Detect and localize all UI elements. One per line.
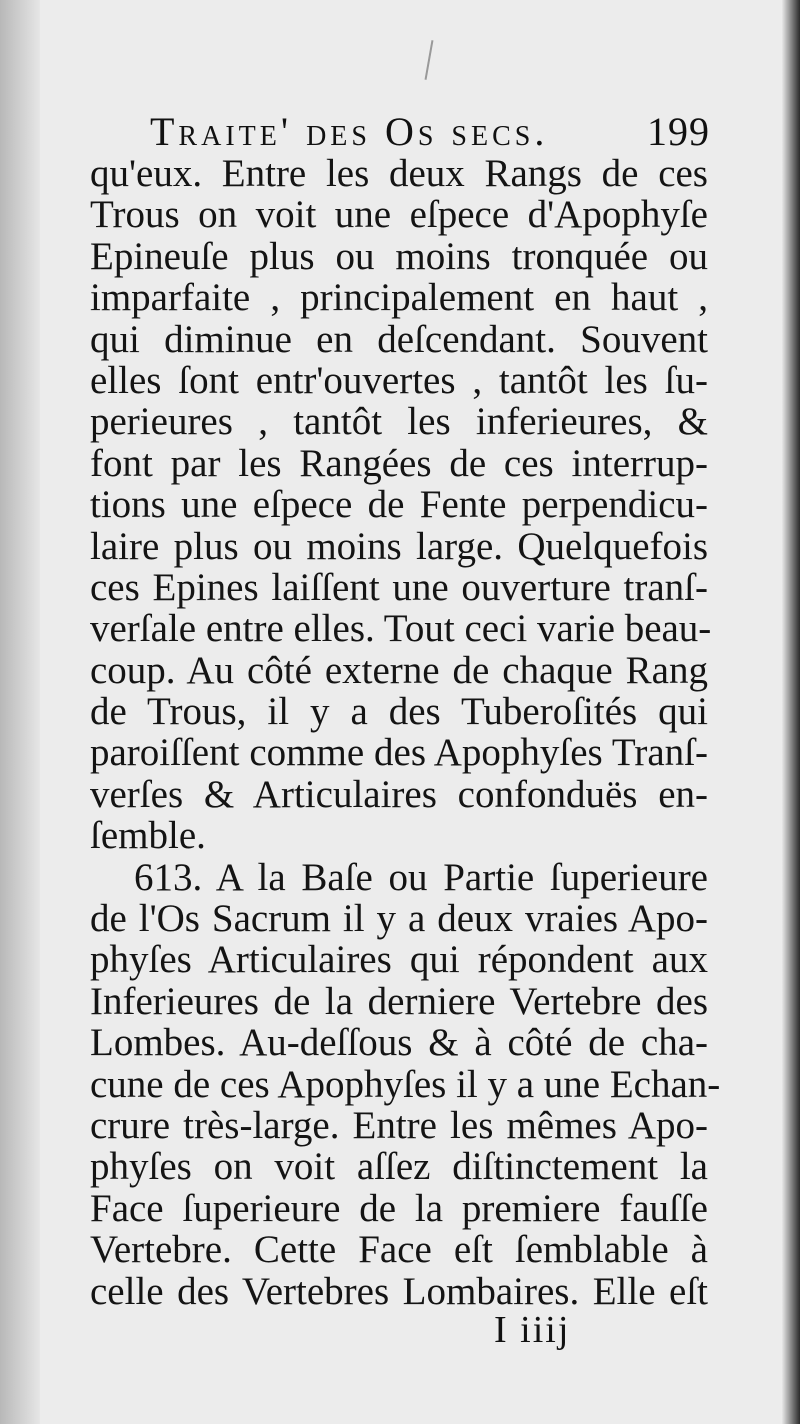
text-line: tions une eſpece de Fente perpendicu-	[90, 483, 708, 527]
text-line: verſes & Articulaires confonduës en-	[90, 772, 708, 816]
page-number: 199	[647, 109, 710, 154]
running-title: Traite' des Os secs.	[150, 109, 549, 154]
text-line: phyſes on voit aſſez diſtinctement la	[90, 1145, 708, 1189]
text-line: cune de ces Apophyſes il y a une Echan-	[90, 1062, 721, 1106]
text-line: ces Epines laiſſent une ouverture tranſ-	[90, 565, 708, 609]
body-text	[90, 152, 721, 1313]
text-line: Vertebre. Cette Face eſt ſemblable à	[90, 1228, 708, 1272]
text-line: coup. Au côté externe de chaque Rang	[90, 648, 708, 692]
running-header	[90, 108, 710, 158]
text-line: phyſes Articulaires qui répondent aux	[90, 938, 708, 982]
paragraph-start-line: 613. A la Baſe ou Partie ſuperieure	[134, 855, 708, 899]
text-line: Lombes. Au-deſſous & à côté de cha-	[90, 1021, 708, 1065]
text-line: crure très-large. Entre les mêmes Apo-	[90, 1103, 708, 1147]
text-line: Face ſuperieure de la premiere fauſſe	[90, 1186, 708, 1230]
paper-mark	[425, 40, 434, 80]
text-line: de l'Os Sacrum il y a deux vraies Apo-	[90, 897, 708, 941]
text-line: Epineuſe plus ou moins tronquée ou	[90, 234, 708, 278]
text-line: perieures , tantôt les inferieures, &	[90, 400, 708, 444]
text-line: imparfaite , principalement en haut ,	[90, 276, 708, 320]
text-line: elles ſont entr'ouvertes , tantôt les ſu-	[90, 358, 708, 402]
text-line: Trous on voit une eſpece d'Apophyſe	[90, 193, 708, 237]
text-line: paroiſſent comme des Apophyſes Tranſ-	[90, 731, 708, 775]
text-line: ſemble.	[90, 814, 206, 858]
text-line: qui diminue en deſcendant. Souvent	[90, 317, 708, 361]
text-line: font par les Rangées de ces interrup-	[90, 441, 708, 485]
signature-mark: I iiij	[494, 1309, 571, 1351]
text-line: laire plus ou moins large. Quelquefois	[90, 524, 708, 568]
text-line: verſale entre elles. Tout ceci varie beau-	[90, 607, 712, 651]
text-line: de Trous, il y a des Tuberoſités qui	[90, 690, 708, 734]
text-line: qu'eux. Entre les deux Rangs de ces	[90, 152, 708, 195]
text-line: Inferieures de la derniere Vertebre des	[90, 979, 708, 1023]
text-line: celle des Vertebres Lombaires. Elle eſt	[90, 1269, 708, 1313]
